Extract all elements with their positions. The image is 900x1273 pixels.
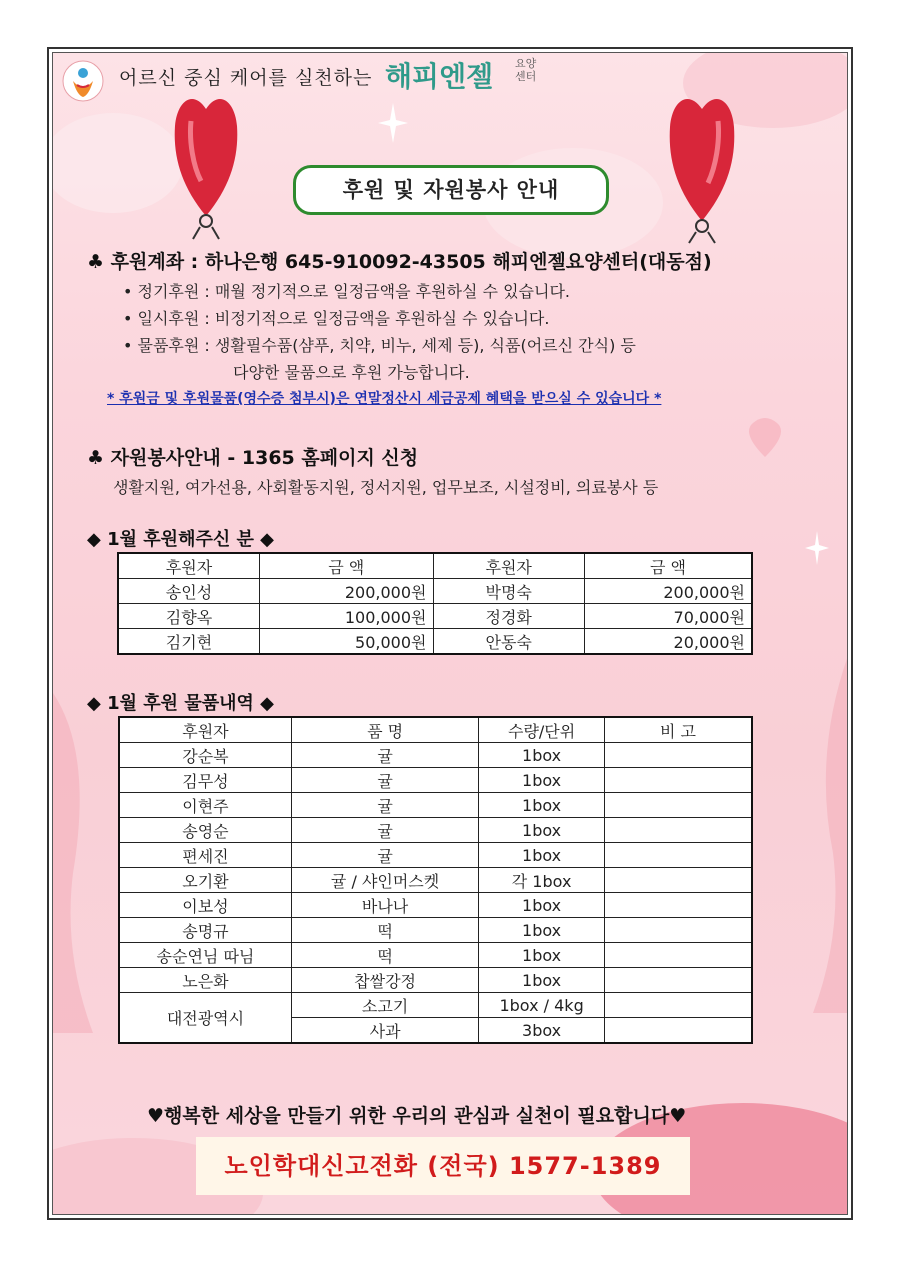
goods-table-heading: ◆ 1월 후원 물품내역 ◆ [87,693,274,714]
quantity-cell: 1box [479,943,605,968]
table-header-row [119,717,752,743]
donor-cell: 편세진 [119,843,291,868]
money-table [117,552,753,655]
tax-note [107,388,661,408]
volunteer-fields: 생활지원, 여가선용, 사회활동지원, 정서지원, 업무보조, 시설정비, 의료봉사 등 [113,478,659,497]
donor-cell: 박명숙 [433,579,584,604]
quantity-cell: 1box [479,768,605,793]
remark-cell [604,768,752,793]
amount-cell: 100,000원 [259,604,433,629]
table-row [119,868,752,893]
donor-cell: 김기현 [118,629,259,655]
table-row [118,604,752,629]
donation-item-goods: • 물품후원 : 생활필수품(샴푸, 치약, 비누, 세제 등), 식품(어르신 간식) 등 [123,336,636,355]
table-row [118,629,752,655]
table-row [119,968,752,993]
table-header-row [118,553,752,579]
remark-cell [604,893,752,918]
amount-cell: 70,000원 [584,604,752,629]
donor-cell: 강순복 [119,743,291,768]
remark-cell [604,843,752,868]
table-row [119,818,752,843]
donation-item-onetime: • 일시후원 : 비정기적으로 일정금액을 후원하실 수 있습니다. [123,309,550,328]
remark-cell [604,793,752,818]
remark-cell [604,868,752,893]
item-cell: 귤 [291,818,478,843]
header-cell: 후원자 [433,553,584,579]
hotline-banner: 노인학대신고전화 (전국) 1577-1389 [196,1137,690,1195]
table-row [119,943,752,968]
item-cell: 귤 [291,743,478,768]
brand-name: 해피엔젤 [385,60,494,93]
table-row [119,918,752,943]
quantity-cell: 1box / 4kg [479,993,605,1018]
amount-cell: 200,000원 [584,579,752,604]
donor-cell: 대전광역시 [119,993,291,1044]
donor-cell: 김무성 [119,768,291,793]
amount-cell: 50,000원 [259,629,433,655]
donor-cell: 정경화 [433,604,584,629]
table-row [118,579,752,604]
goods-table [118,716,753,1044]
remark-cell [604,943,752,968]
item-cell: 소고기 [291,993,478,1018]
quantity-cell: 3box [479,1018,605,1044]
donor-cell: 김향옥 [118,604,259,629]
quantity-cell: 1box [479,743,605,768]
amount-cell: 20,000원 [584,629,752,655]
table-row [119,893,752,918]
item-cell: 귤 [291,768,478,793]
quantity-cell: 1box [479,818,605,843]
header-cell: 비 고 [604,717,752,743]
remark-cell [604,818,752,843]
center-logo-icon [61,59,105,103]
sparkle-icon [805,531,829,565]
flyer-page [52,52,848,1215]
quantity-cell: 1box [479,918,605,943]
remark-cell [604,743,752,768]
header-cell: 금 액 [584,553,752,579]
donor-cell: 송명규 [119,918,291,943]
volunteer-heading: ♣ 자원봉사안내 - 1365 홈페이지 신청 [87,447,419,469]
item-cell: 귤 [291,843,478,868]
header-tagline: 어르신 중심 케어를 실천하는 [119,67,373,89]
donation-item-regular: • 정기후원 : 매월 정기적으로 일정금액을 후원하실 수 있습니다. [123,282,571,301]
quantity-cell: 각 1box [479,868,605,893]
item-cell: 찹쌀강정 [291,968,478,993]
quantity-cell: 1box [479,793,605,818]
donor-cell: 송영순 [119,818,291,843]
remark-cell [604,968,752,993]
money-table-heading: ◆ 1월 후원해주신 분 ◆ [87,529,274,550]
quantity-cell: 1box [479,893,605,918]
header-cell: 금 액 [259,553,433,579]
item-cell: 떡 [291,918,478,943]
amount-cell: 200,000원 [259,579,433,604]
remark-cell [604,993,752,1018]
item-cell: 귤 [291,793,478,818]
table-row [119,768,752,793]
table-row [119,793,752,818]
item-cell: 귤 / 샤인머스켓 [291,868,478,893]
item-cell: 사과 [291,1018,478,1044]
table-row [119,843,752,868]
donor-cell: 송인성 [118,579,259,604]
donation-heading: ♣ 후원계좌 : 하나은행 645-910092-43505 해피엔젤요양센터(대동점) [87,251,712,273]
header-cell: 후원자 [119,717,291,743]
tax-note-text: * 후원금 및 후원물품(영수증 첨부시)은 연말정산시 세금공제 혜택을 받으실 수 있습니다 * [107,391,662,407]
heart-balloon-left-icon [171,71,241,241]
item-cell: 바나나 [291,893,478,918]
remark-cell [604,1018,752,1044]
donor-cell: 송순연님 따님 [119,943,291,968]
donation-item-goods-cont: 다양한 물품으로 후원 가능합니다. [233,363,470,382]
brand-sub-line1: 요양 [515,57,537,70]
donor-cell: 이현주 [119,793,291,818]
quantity-cell: 1box [479,968,605,993]
remark-cell [604,918,752,943]
table-row [119,743,752,768]
brand-sub-line2: 센터 [515,70,537,83]
donor-cell: 이보성 [119,893,291,918]
table-row [119,993,752,1018]
header-cell: 품 명 [291,717,478,743]
donor-cell: 노은화 [119,968,291,993]
brand-sub [515,57,536,83]
header-cell: 후원자 [118,553,259,579]
footer-message: ♥행복한 세상을 만들기 위한 우리의 관심과 실천이 필요합니다♥ [147,1105,687,1127]
header-cell: 수량/단위 [479,717,605,743]
page-title: 후원 및 자원봉사 안내 [293,165,609,215]
heart-balloon-right-icon [666,71,738,246]
quantity-cell: 1box [479,843,605,868]
donor-cell: 안동숙 [433,629,584,655]
donor-cell: 오기환 [119,868,291,893]
item-cell: 떡 [291,943,478,968]
sparkle-icon [378,103,408,143]
